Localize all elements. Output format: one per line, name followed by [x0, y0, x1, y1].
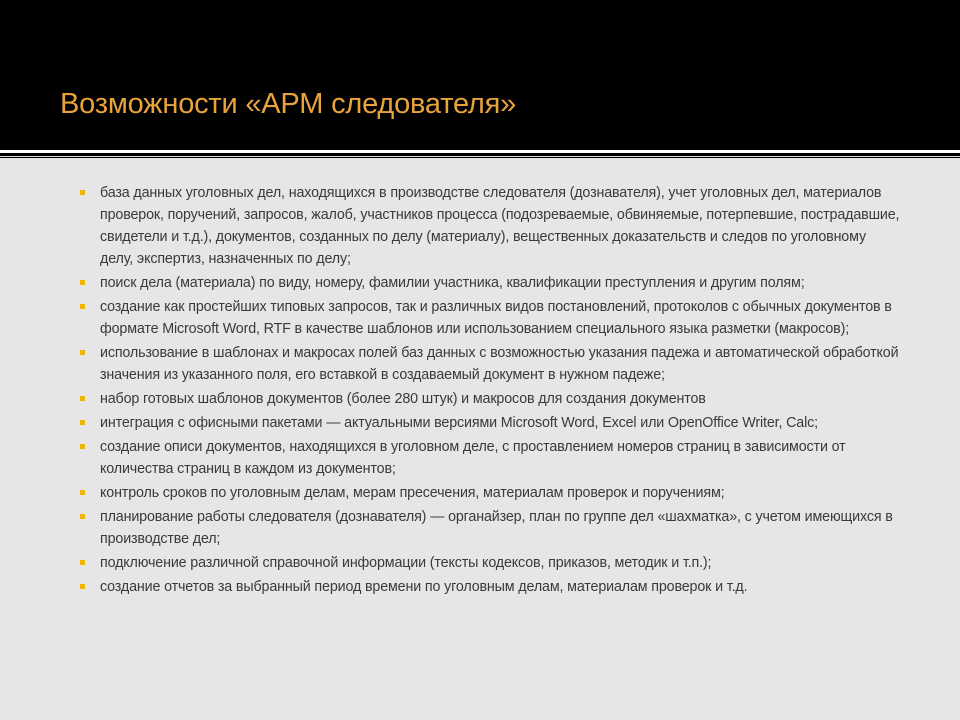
bullet-text: набор готовых шаблонов документов (более 280 штук) и макросов для создания документов	[100, 391, 706, 407]
bullet-item	[80, 388, 900, 410]
bullet-text: создание как простейших типовых запросов, так и различных видов постановлений, протоколов с обычных документов в формате Microsoft Word, RTF в качестве шаблонов или использованием специального языка разметки (макросов);	[100, 299, 892, 337]
bullet-text: интеграция с офисными пакетами — актуальными версиями Microsoft Word, Excel или OpenOffice Writer, Calc;	[100, 415, 818, 431]
title-bar	[0, 0, 960, 150]
square-bullet-icon	[80, 304, 85, 309]
square-bullet-icon	[80, 584, 85, 589]
bullet-text: подключение различной справочной информации (тексты кодексов, приказов, методик и т.п.);	[100, 555, 712, 571]
square-bullet-icon	[80, 560, 85, 565]
square-bullet-icon	[80, 280, 85, 285]
bullet-text: создание отчетов за выбранный период времени по уголовным делам, материалам проверок и т.д.	[100, 579, 748, 595]
title-divider-thin	[0, 156, 960, 157]
bullet-item	[80, 552, 900, 574]
bullet-text: база данных уголовных дел, находящихся в производстве следователя (дознавателя), учет уголовных дел, материалов проверок, поручений, запросов, жалоб, участников процесса (подозреваемые, обвиняемые, потерпевшие, пострадавшие, свидетели и т.д.), документов, созданных по делу (материалу), вещественных доказательств и следов по уголовному делу, экспертиз, назначенных по делу;	[100, 185, 900, 267]
bullet-text: поиск дела (материала) по виду, номеру, фамилии участника, квалификации преступления и другим полям;	[100, 275, 805, 291]
bullet-text: создание описи документов, находящихся в уголовном деле, с проставлением номеров страниц в зависимости от количества страниц в каждом из документов;	[100, 439, 846, 477]
bullet-list	[80, 182, 900, 600]
bullet-item	[80, 296, 900, 340]
bullet-item	[80, 182, 900, 270]
bullet-item	[80, 482, 900, 504]
bullet-item	[80, 506, 900, 550]
bullet-text: контроль сроков по уголовным делам, мерам пресечения, материалам проверок и поручениям;	[100, 485, 725, 501]
square-bullet-icon	[80, 444, 85, 449]
square-bullet-icon	[80, 514, 85, 519]
square-bullet-icon	[80, 490, 85, 495]
slide-title: Возможности «АРМ следователя»	[60, 88, 517, 120]
square-bullet-icon	[80, 396, 85, 401]
bullet-item	[80, 272, 900, 294]
title-divider	[0, 150, 960, 153]
bullet-item	[80, 412, 900, 434]
square-bullet-icon	[80, 190, 85, 195]
square-bullet-icon	[80, 420, 85, 425]
bullet-item	[80, 436, 900, 480]
bullet-text: использование в шаблонах и макросах полей баз данных с возможностью указания падежа и автоматической обработкой значения из указанного поля, его вставкой в создаваемый документ в нужном падеже;	[100, 345, 899, 383]
bullet-text: планирование работы следователя (дознавателя) — органайзер, план по группе дел «шахматка», с учетом имеющихся в производстве дел;	[100, 509, 893, 547]
square-bullet-icon	[80, 350, 85, 355]
bullet-item	[80, 342, 900, 386]
bullet-item	[80, 576, 900, 598]
